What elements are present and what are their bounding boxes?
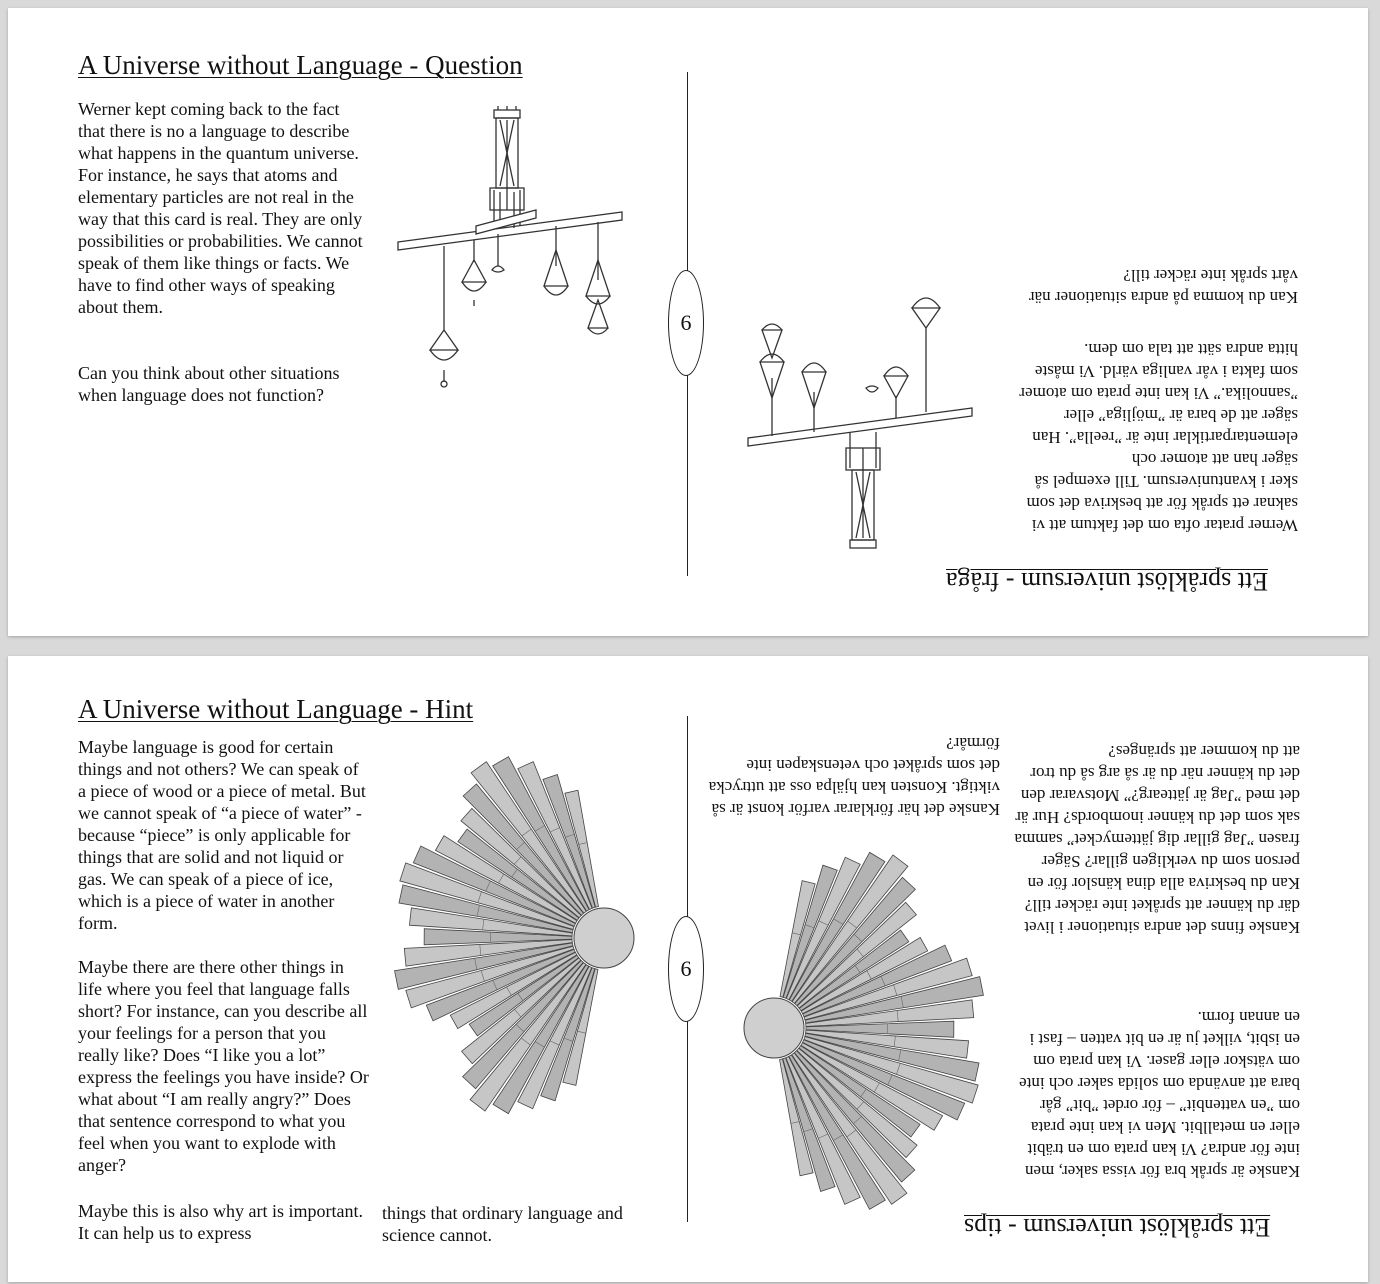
radial-fan-chart-illustration-inverted [722, 824, 990, 1214]
page-number: 6 [668, 270, 704, 376]
card-body-paragraph: Maybe language is good for certain things and not others? We can speak of a piece of wood or a piece of metal. But we cannot speak of “a piece of water” - because “piece” is only applicable for things that are solid and not liquid or gas. We can speak of a piece of ice, which is a piece of water in another form. [78, 737, 366, 933]
card-title: A Universe without Language - Hint [78, 694, 474, 724]
card-title: A Universe without Language - Question [78, 50, 523, 80]
card-body-paragraph: Can you think about other situations when language does not function? [78, 363, 340, 405]
card-body-paragraph-swedish: Kan du komma på andra situationer när vårt språk inte räcker till? [1028, 266, 1298, 307]
card-body-paragraph-swedish: Kanske finns det andra situationer i livet där du känner att språket inte räcker till? Kan du beskriva alla dina känslor för en person som du verkligen gillar? Säger frasen ”Jag gillar dig jättemycket” samma sak som det du känner inombords? Hur är det med ”Jag är jättearg?” Motsvarar den det du känner när du är så arg så du tror att du kommer att spränges? [1014, 742, 1300, 937]
hanging-mobile-illustration [386, 100, 626, 390]
page-number: 6 [668, 916, 704, 1022]
card-body-paragraph-swedish: Kanske är språk bra för vissa saker, men inte för andra? Vi kan prata om en träbit eller en metallbit. Men vi kan inte prata om ”en vattenbit” – för ordet ”bit” går bara att använda om solida saker och inte om vätskor eller gaser. Vi kan prata om en isbit, vilket ju är en bit vatten – fast i en annan form. [1019, 1008, 1300, 1181]
hanging-mobile-illustration-inverted [744, 268, 984, 558]
card-body-paragraph-swedish: Werner pratar ofta om det faktum att vi saknar ett språk för att beskriva det som sker i kvantuniversum. Till exempel så säger han att atomer och elementarpartiklar inte är ”reella”. Han säger att de bara är ”möjliga” eller ”sannolika.” Vi kan inte prata om atomer som fakta i vår vanliga värld. Vi måste hitta andra sätt att tala om dem. [1019, 340, 1298, 535]
radial-fan-chart-illustration [388, 752, 656, 1142]
card-body-paragraph: Werner kept coming back to the fact that there is no a language to describe what happens in the quantum universe. For instance, he says that atoms and elementary particles are not real in the way that this card is real. They are only possibilities or probabilities. We cannot speak of them like things or facts. We have to find other ways of speaking about them. [78, 99, 363, 317]
card-body-paragraph: Maybe there are there other things in life where you feel that language falls short? For instance, can you describe all your feelings for a person that you really like? Does “I like you a lot” express the feelings you have inside? Or what about “I am really angry?” Does that sentence correspond to what you feel when you want to explode with anger? [78, 957, 369, 1175]
card-body-paragraph: Maybe this is also why art is important. It can help us to express [78, 1201, 363, 1243]
card-body-paragraph: things that ordinary language and science cannot. [382, 1203, 623, 1245]
card-title-swedish: Ett språklöst universum - fråga [946, 567, 1269, 596]
card-hint [8, 656, 1368, 1282]
card-body-paragraph-swedish: Kanske det här förklarar varför konst är så viktigt. Konsten kan hjälpa oss att uttrycka det som språket och vetenskapen inte förmår? [708, 734, 1000, 819]
card-title-swedish: Ett språklöst universum - tips [964, 1213, 1271, 1242]
card-question [8, 8, 1368, 636]
